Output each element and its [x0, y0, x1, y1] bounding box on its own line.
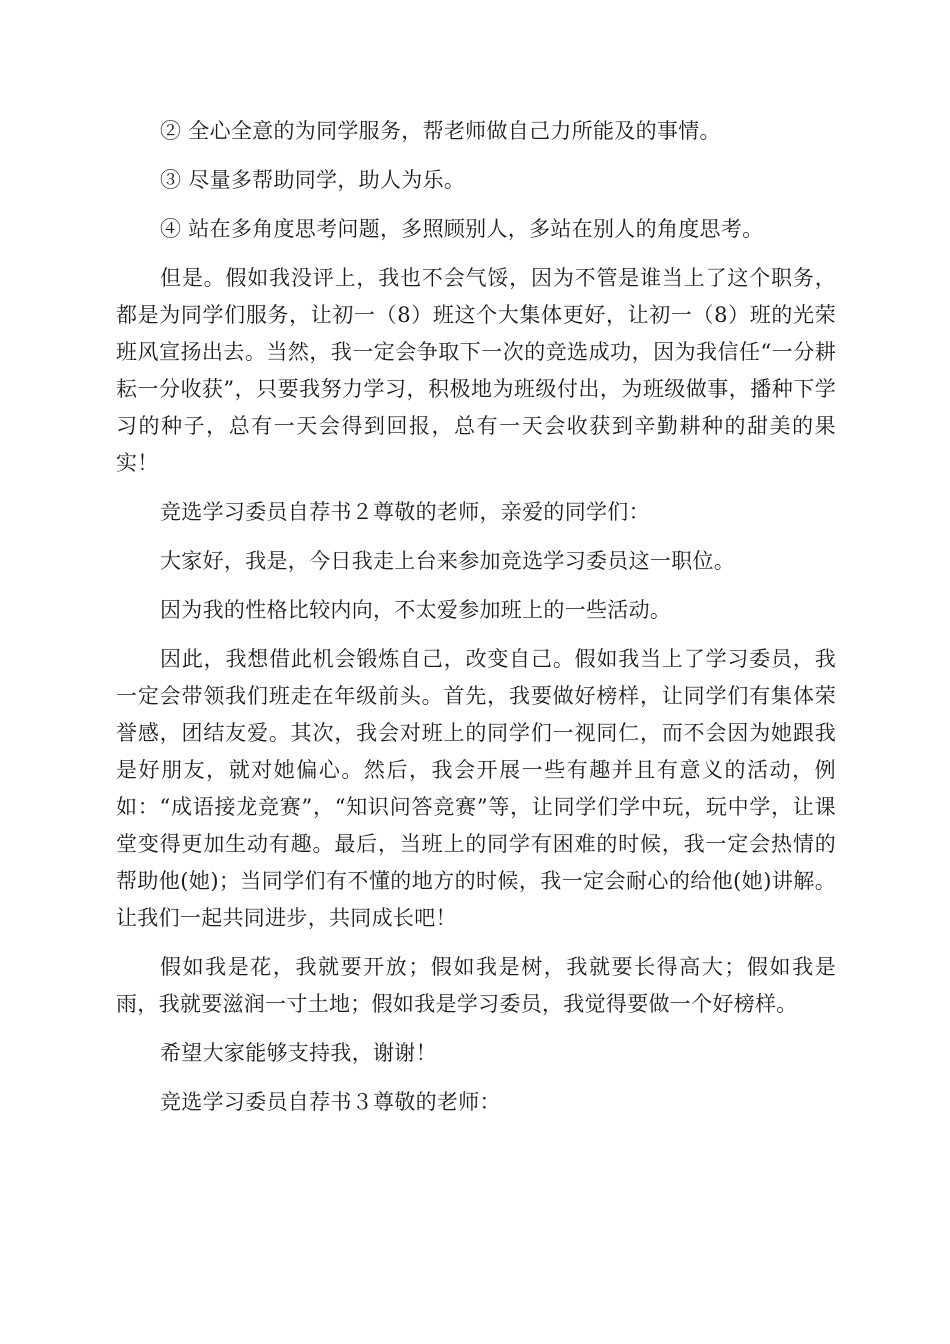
paragraph-6: 大家好，我是，今日我走上台来参加竞选学习委员这一职位。: [160, 549, 736, 573]
paragraph-8: 因此，我想借此机会锻炼自己，改变自己。假如我当上了学习委员，我一定会带领我们班走在年级前头。首先，我要做好榜样，让同学们有集体荣誉感，团结友爱。其次，我会对班上的同学们一视同仁，而不会因为她跟我是好朋友，就对她偏心。然后，我会开展一些有趣并且有意义的活动，例如：“成语接龙竞赛”，“知识问答竞赛”等，让同学们学中玩，玩中学，让课堂变得更加生动有趣。最后，当班上的同学有困难的时候，我一定会热情的帮助他(她)；当同学们有不懂的地方的时候，我一定会耐心的给他(她)讲解。让我们一起共同进步，共同成长吧！: [116, 647, 836, 930]
paragraph-3: ④ 站在多角度思考问题，多照顾别人，多站在别人的角度思考。: [160, 217, 764, 241]
paragraph-2: ③ 尽量多帮助同学，助人为乐。: [160, 168, 466, 192]
document-body: [116, 113, 836, 1121]
paragraph-4: 但是。假如我没评上，我也不会气馁，因为不管是谁当上了这个职务，都是为同学们服务，让初一（8）班这个大集体更好，让初一（8）班的光荣班风宣扬出去。当然，我一定会争取下一次的竞选成功，因为我信任“一分耕耘一分收获”，只要我努力学习，积极地为班级付出，为班级做事，播种下学习的种子，总有一天会得到回报，总有一天会收获到辛勤耕种的甜美的果实！: [116, 266, 836, 475]
paragraph-10: 希望大家能够支持我，谢谢！: [160, 1041, 437, 1065]
paragraph-7: 因为我的性格比较内向，不太爱参加班上的一些活动。: [160, 598, 672, 622]
paragraph-1: ② 全心全意的为同学服务，帮老师做自己力所能及的事情。: [160, 119, 721, 143]
paragraph-5: 竞选学习委员自荐书２尊敬的老师，亲爱的同学们：: [160, 500, 650, 524]
paragraph-9: 假如我是花，我就要开放；假如我是树，我就要长得高大；假如我是雨，我就要滋润一寸土地；假如我是学习委员，我觉得要做一个好榜样。: [116, 955, 836, 1016]
paragraph-11: 竞选学习委员自荐书３尊敬的老师：: [160, 1090, 501, 1114]
